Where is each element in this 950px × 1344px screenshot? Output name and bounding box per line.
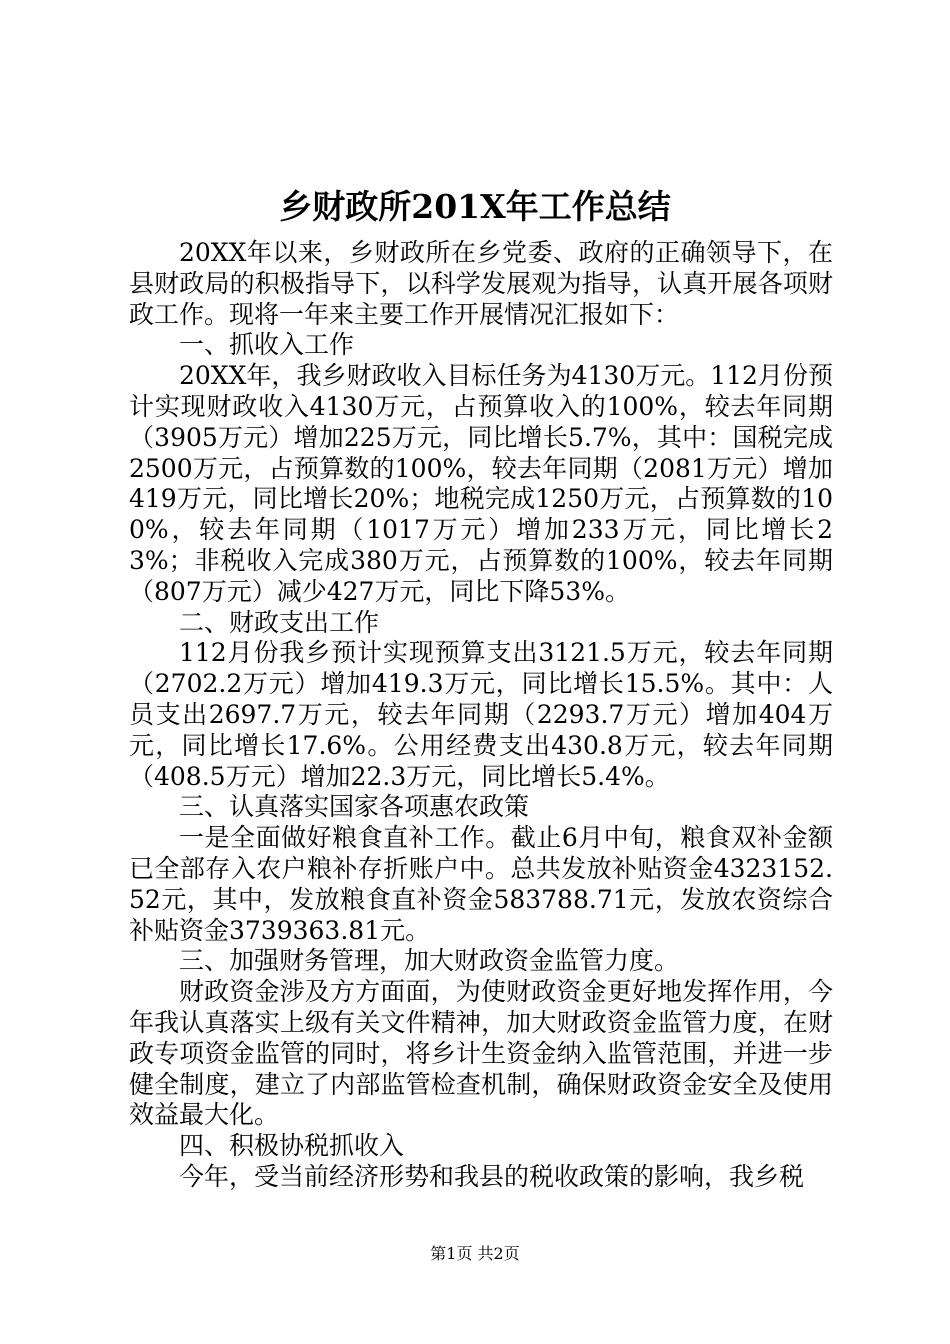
section-heading-agri-policy: 三、认真落实国家各项惠农政策 bbox=[179, 792, 530, 822]
intro-paragraph: 20XX年以来，乡财政所在乡党委、政府的正确领导下，在县财政局的积极指导下，以科学发展观为指导，认真开展各项财政工作。现将一年来主要工作开展情况汇报如下： bbox=[129, 238, 833, 329]
section-heading-revenue: 一、抓收入工作 bbox=[179, 330, 355, 360]
agri-policy-paragraph: 一是全面做好粮食直补工作。截止6月中旬，粮食双补金额已全部存入农户粮补存折账户中。总共发放补贴资金4323152.52元，其中，发放粮食直补资金583788.71元，发放农资综合补贴资金3739363.81元。 bbox=[129, 823, 833, 945]
expenditure-paragraph: 112月份我乡预计实现预算支出3121.5万元，较去年同期（2702.2万元）增加419.3万元，同比增长15.5%。其中：人员支出2697.7万元，较去年同期（2293.7万元）增加404万元，同比增长17.6%。公用经费支出430.8万元，较去年同期（408.5万元）增加22.3万元，同比增长5.4%。 bbox=[129, 638, 833, 791]
revenue-paragraph: 20XX年，我乡财政收入目标任务为4130万元。112月份预计实现财政收入4130万元，占预算收入的100%，较去年同期（3905万元）增加225万元，同比增长5.7%，其中：国税完成2500万元，占预算数的100%，较去年同期（2081万元）增加419万元，同比增长20%；地税完成1250万元，占预算数的100%，较去年同期（1017万元）增加233万元，同比增长23%；非税收入完成380万元，占预算数的100%，较去年同期（807万元）减少427万元，同比下降53%。 bbox=[129, 361, 833, 606]
section-heading-expenditure: 二、财政支出工作 bbox=[179, 607, 380, 637]
section-heading-tax-assist: 四、积极协税抓收入 bbox=[179, 1131, 405, 1161]
section-heading-finance-management: 三、加强财务管理，加大财政资金监管力度。 bbox=[179, 946, 680, 976]
finance-management-paragraph: 财政资金涉及方方面面，为使财政资金更好地发挥作用，今年我认真落实上级有关文件精神，加大财政资金监管力度，在财政专项资金监管的同时，将乡计生资金纳入监管范围，并进一步健全制度，建立了内部监管检查机制，确保财政资金安全及使用效益最大化。 bbox=[129, 977, 833, 1130]
document-body bbox=[129, 238, 833, 1193]
page-title: 乡财政所201X年工作总结 bbox=[279, 187, 671, 226]
page-footer: 第1页 共2页 bbox=[430, 1244, 520, 1263]
tax-assist-paragraph: 今年，受当前经济形势和我县的税收政策的影响，我乡税 bbox=[179, 1161, 805, 1191]
